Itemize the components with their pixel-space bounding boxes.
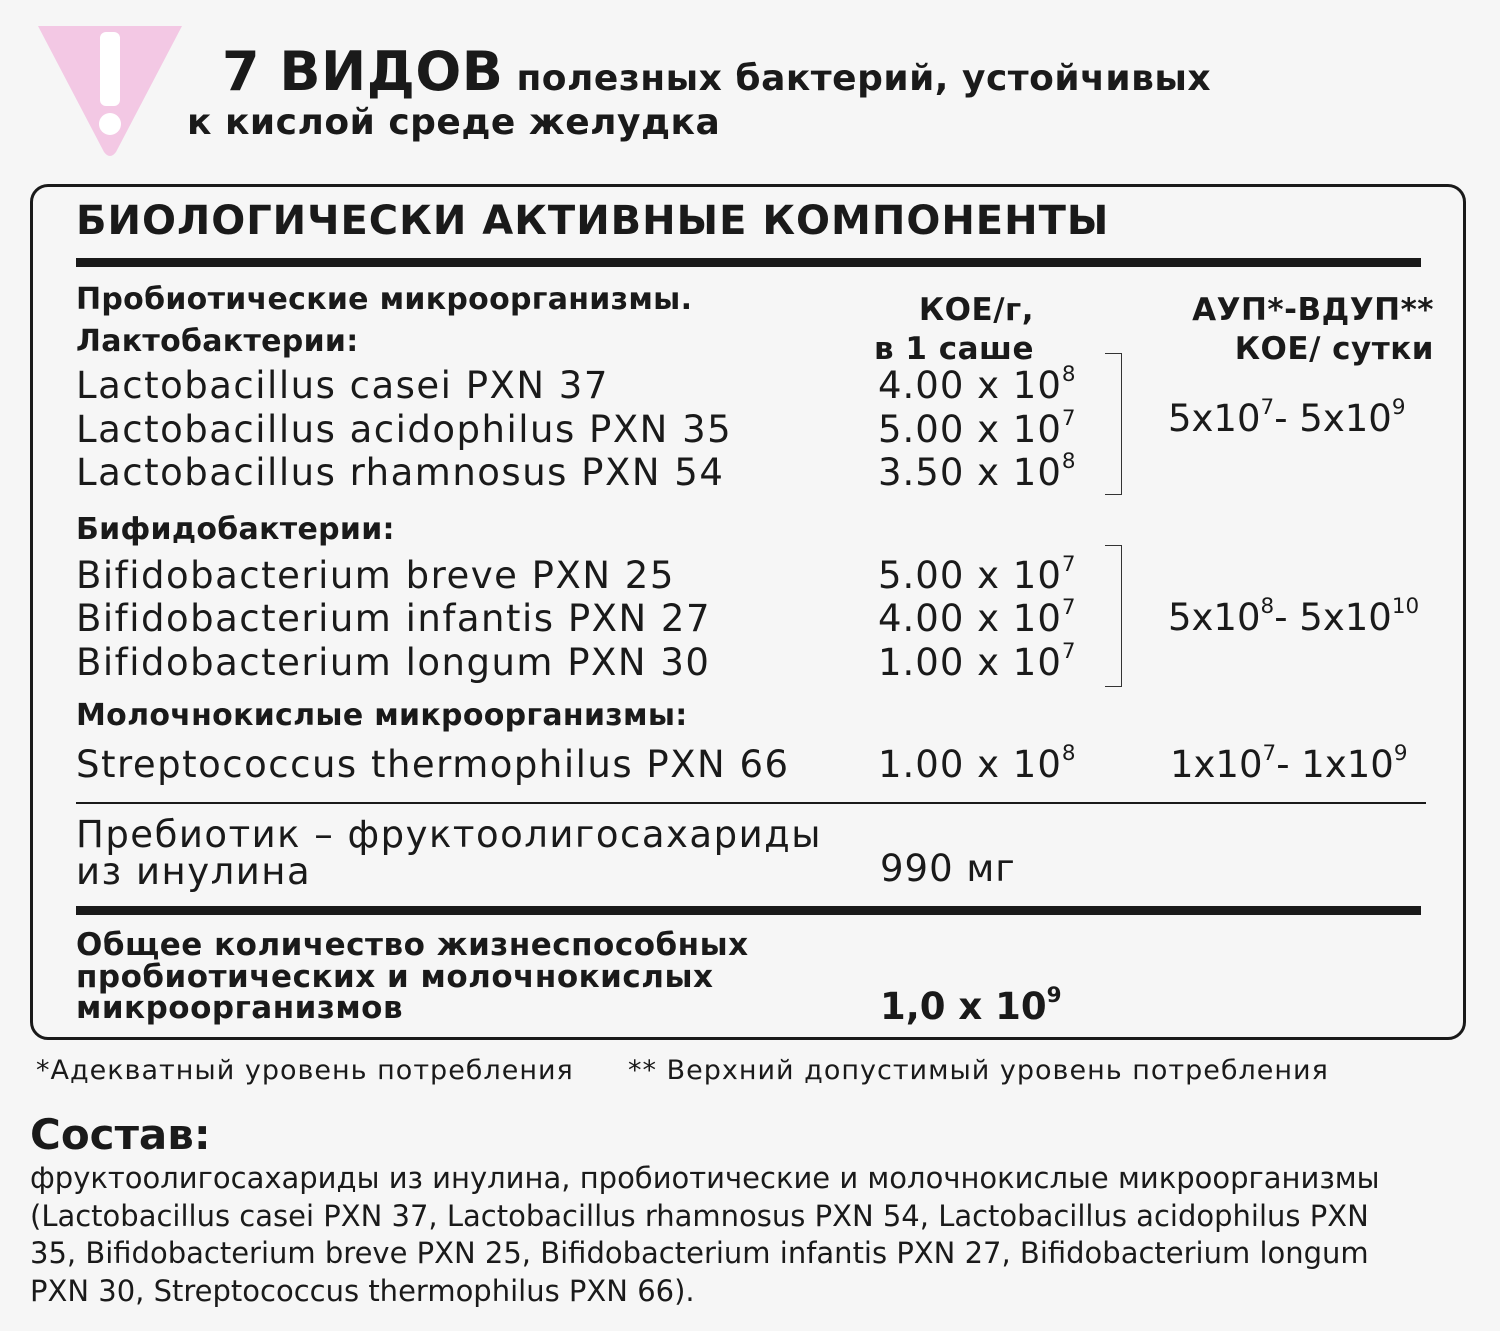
total-line-3: микроорганизмов xyxy=(76,990,404,1026)
divider xyxy=(76,802,1426,804)
section-lactic: Молочнокислые микроорганизмы: xyxy=(76,698,688,733)
range-strep: $1x10^7-$ $1x10^9$ xyxy=(1170,741,1408,786)
prebiotic-line-1: Пребиотик – фруктоолигосахариды xyxy=(76,813,822,856)
row-name: Streptococcus thermophilus PXN 66 xyxy=(76,743,790,786)
panel-title: БИОЛОГИЧЕСКИ АКТИВНЫЕ КОМПОНЕНТЫ xyxy=(76,198,1110,244)
row-cfu: 4.00 x $10^7$ xyxy=(878,595,1077,640)
row-cfu: 1.00 x $10^8$ xyxy=(878,741,1077,786)
col-cfu-header-1: КОЕ/г, xyxy=(918,292,1034,328)
bracket-lacto xyxy=(1105,353,1122,495)
title-rule xyxy=(76,258,1421,267)
composition-title: Состав: xyxy=(30,1110,211,1159)
total-value: 1,0 x $10^9$ xyxy=(880,983,1062,1028)
composition-line: фруктоолигосахариды из инулина, пробиотические и молочнокислые микроорганизмы xyxy=(30,1161,1380,1195)
composition-line: 35, Bifidobacterium breve PXN 25, Bifidobacterium infantis PXN 27, Bifidobacterium longum xyxy=(30,1236,1369,1270)
prebiotic-value: 990 мг xyxy=(880,847,1016,890)
row-cfu: 1.00 x $10^7$ xyxy=(878,639,1077,684)
headline-line-1: 7 ВИДОВ полезных бактерий, устойчивых xyxy=(222,40,1212,103)
row-name: Lactobacillus acidophilus PXN 35 xyxy=(76,408,733,451)
section-probiotic: Пробиотические микроорганизмы. xyxy=(76,282,693,317)
bracket-bifido xyxy=(1105,545,1122,687)
row-name: Lactobacillus casei PXN 37 xyxy=(76,364,609,407)
total-line-1: Общее количество жизнеспособных xyxy=(76,927,749,963)
col-cfu-header-2: в 1 саше xyxy=(873,331,1034,367)
row-cfu: 5.00 x $10^7$ xyxy=(878,552,1077,597)
section-bifido: Бифидобактерии: xyxy=(76,512,395,547)
range-lacto: $5x10^7-$ $5x10^9$ xyxy=(1168,395,1406,440)
section-lacto: Лактобактерии: xyxy=(76,324,359,359)
row-name: Bifidobacterium infantis PXN 27 xyxy=(76,597,711,640)
row-name: Bifidobacterium longum PXN 30 xyxy=(76,641,711,684)
footnote-vdup: ** Верхний допустимый уровень потребления xyxy=(628,1055,1329,1086)
row-cfu: 5.00 x $10^7$ xyxy=(878,406,1077,451)
row-name: Bifidobacterium breve PXN 25 xyxy=(76,554,675,597)
col-intake-header-2: КОЕ/ сутки xyxy=(1234,331,1434,367)
row-name: Lactobacillus rhamnosus PXN 54 xyxy=(76,451,725,494)
headline-line-2: к кислой среде желудка xyxy=(187,102,721,143)
range-bifido: $5x10^8-$ $5x10^{10}$ xyxy=(1168,594,1420,639)
row-cfu: 4.00 x $10^8$ xyxy=(878,362,1077,407)
footnote-aup: *Адекватный уровень потребления xyxy=(36,1055,574,1086)
total-rule xyxy=(76,906,1421,915)
exclamation-triangle-icon xyxy=(30,18,190,158)
composition-line: PXN 30, Streptococcus thermophilus PXN 66). xyxy=(30,1273,695,1308)
col-intake-header-1: АУП*-ВДУП** xyxy=(1192,292,1434,328)
composition-line: (Lactobacillus casei PXN 37, Lactobacillus rhamnosus PXN 54, Lactobacillus acidophilus PXN xyxy=(30,1198,1369,1233)
row-cfu: 3.50 x $10^8$ xyxy=(878,449,1077,494)
composition-text xyxy=(30,1160,1470,1310)
prebiotic-line-2: из инулина xyxy=(76,850,312,893)
total-line-2: пробиотических и молочнокислых xyxy=(76,959,714,995)
